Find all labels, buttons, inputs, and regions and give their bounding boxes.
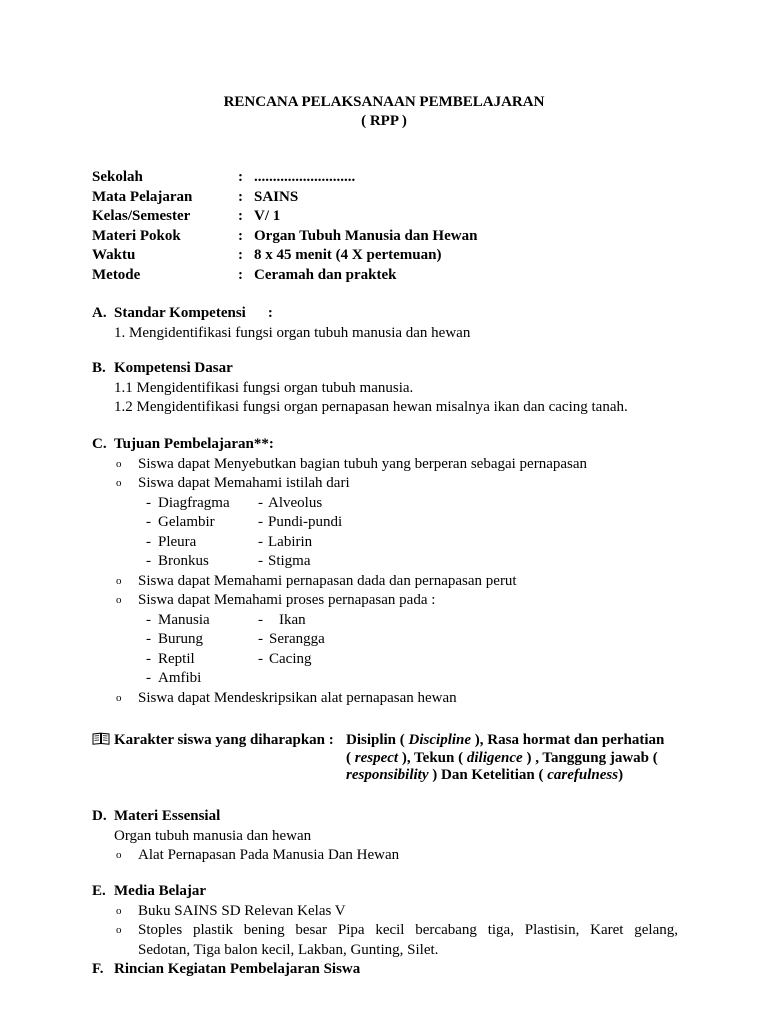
dash-icon: - xyxy=(258,494,263,511)
text-run-italic: Discipline xyxy=(408,732,472,748)
animal-left: Burung xyxy=(158,631,203,647)
info-value: SAINS xyxy=(254,188,299,205)
term-right: Stigma xyxy=(268,553,311,569)
text-run: ) , Tanggung jawab ( xyxy=(522,749,658,766)
dash-icon: - xyxy=(146,533,151,550)
bullet-icon: o xyxy=(116,477,122,489)
book-icon xyxy=(92,731,114,751)
section-letter: F. xyxy=(92,961,104,977)
list-item-text: Siswa dapat Memahami pernapasan dada dan pernapasan perut xyxy=(138,572,517,589)
karakter-line xyxy=(346,766,686,784)
section-letter: B. xyxy=(92,360,106,376)
info-colon: : xyxy=(238,266,243,283)
list-item-text: Buku SAINS SD Relevan Kelas V xyxy=(138,902,346,919)
dash-icon: - xyxy=(258,553,263,569)
info-value: ........................... xyxy=(254,169,356,185)
info-label: Materi Pokok xyxy=(92,227,181,244)
animal-row xyxy=(92,630,587,650)
info-colon: : xyxy=(238,227,243,244)
info-colon: : xyxy=(238,247,243,263)
bullet-icon: o xyxy=(116,904,122,917)
list-item-text: Siswa dapat Memahami istilah dari xyxy=(138,475,350,491)
list-item: 1.2 Mengidentifikasi fungsi organ pernapasan hewan misalnya ikan dan cacing tanah. xyxy=(114,399,628,415)
bullet-icon: o xyxy=(116,691,122,704)
karakter-title: Karakter siswa yang diharapkan : xyxy=(114,732,334,748)
dash-icon: - xyxy=(146,553,151,569)
text-run: ( xyxy=(346,749,355,766)
text-run: ), Rasa hormat dan perhatian xyxy=(471,732,665,748)
list-item xyxy=(92,591,587,611)
section-title: Materi Essensial xyxy=(114,808,221,824)
section-heading xyxy=(92,435,587,455)
dash-icon: - xyxy=(146,631,151,647)
dash-icon: - xyxy=(258,611,263,628)
dash-icon: - xyxy=(146,670,151,686)
section-rincian-kegiatan xyxy=(92,960,360,980)
info-colon: : xyxy=(238,188,243,205)
text-run: ), Tekun ( xyxy=(398,749,467,766)
list-item xyxy=(92,474,587,494)
animal-left: Amfibi xyxy=(158,670,202,686)
dash-icon: - xyxy=(258,533,263,550)
term-right: Labirin xyxy=(268,533,313,550)
term-row xyxy=(92,552,587,572)
text-run: ) Dan Ketelitian ( xyxy=(428,767,548,783)
animal-left: Manusia xyxy=(158,611,210,628)
info-row-kelas-semester xyxy=(92,207,477,227)
section-title: Kompetensi Dasar xyxy=(114,360,233,376)
info-colon: : xyxy=(238,169,243,185)
text-run: ) xyxy=(618,767,624,783)
text-run-italic: respect xyxy=(354,749,399,766)
section-letter: A. xyxy=(92,305,107,321)
bullet-icon: o xyxy=(116,594,122,606)
term-left: Bronkus xyxy=(158,553,209,569)
info-label: Waktu xyxy=(92,247,136,263)
animal-row xyxy=(92,611,587,631)
info-label: Kelas/Semester xyxy=(92,208,191,224)
identity-table xyxy=(92,168,477,285)
list-item-text: Siswa dapat Menyebutkan bagian tubuh yang berperan sebagai pernapasan xyxy=(138,455,588,472)
text-run-italic: carefulness xyxy=(547,767,619,783)
info-colon: : xyxy=(238,208,243,224)
section-title: Tujuan Pembelajaran**: xyxy=(114,436,274,452)
list-item xyxy=(92,572,587,592)
text-run-italic: diligence xyxy=(466,749,523,766)
section-heading xyxy=(92,359,628,379)
list-item: 1.1 Mengidentifikasi fungsi organ tubuh manusia. xyxy=(114,379,414,396)
karakter-line xyxy=(346,749,686,767)
info-row-mata-pelajaran xyxy=(92,188,477,208)
term-row xyxy=(92,533,587,553)
section-title: Media Belajar xyxy=(114,883,207,899)
info-row-waktu xyxy=(92,246,477,266)
info-row-sekolah xyxy=(92,168,477,188)
section-materi-essensial xyxy=(92,807,399,866)
list-item xyxy=(92,689,587,709)
animal-row xyxy=(92,650,587,670)
list-item xyxy=(92,921,678,960)
dash-icon: - xyxy=(258,650,263,667)
term-left: Diagfragma xyxy=(158,494,230,511)
section-kompetensi-dasar xyxy=(92,359,628,418)
animal-right: Serangga xyxy=(269,631,325,647)
list-item xyxy=(92,455,587,475)
dash-icon: - xyxy=(258,514,263,530)
section-title: Rincian Kegiatan Pembelajaran Siswa xyxy=(114,961,361,977)
document-title: RENCANA PELAKSANAAN PEMBELAJARAN xyxy=(223,94,545,110)
term-right: Alveolus xyxy=(268,494,323,511)
list-item xyxy=(92,902,678,922)
section-letter: E. xyxy=(92,883,106,899)
dash-icon: - xyxy=(146,650,151,667)
section-standar-kompetensi xyxy=(92,304,470,343)
section-heading xyxy=(92,960,360,980)
list-item-text: Siswa dapat Memahami proses pernapasan pada : xyxy=(138,592,436,608)
animal-right: Ikan xyxy=(279,611,306,628)
text-run-italic: responsibility xyxy=(346,767,429,783)
section-media-belajar xyxy=(92,882,678,960)
list-item: 1. Mengidentifikasi fungsi organ tubuh manusia dan hewan xyxy=(114,324,471,341)
animal-right: Cacing xyxy=(269,650,312,667)
karakter-line xyxy=(346,731,686,749)
karakter-values xyxy=(346,731,686,784)
term-left: Pleura xyxy=(158,533,197,550)
bullet-icon: o xyxy=(116,849,122,861)
dash-icon: - xyxy=(258,631,263,647)
section-letter: D. xyxy=(92,808,107,824)
info-row-metode xyxy=(92,266,477,286)
info-label: Mata Pelajaran xyxy=(92,188,193,205)
section-heading xyxy=(92,807,399,827)
section-heading xyxy=(92,882,678,902)
section-text: Organ tubuh manusia dan hewan xyxy=(114,827,312,844)
info-value: Organ Tubuh Manusia dan Hewan xyxy=(254,227,478,244)
list-item-text-line1: Stoples plastik bening besar Pipa kecil bercabang tiga, Plastisin, Karet gelang, xyxy=(138,922,678,938)
animal-left: Reptil xyxy=(158,650,195,667)
info-value: 8 x 45 menit (4 X pertemuan) xyxy=(254,247,442,263)
bullet-icon: o xyxy=(116,457,122,470)
section-colon: : xyxy=(267,305,273,321)
info-value: V/ 1 xyxy=(254,208,281,224)
term-left: Gelambir xyxy=(158,514,215,530)
info-value: Ceramah dan praktek xyxy=(254,266,397,283)
term-right: Pundi-pundi xyxy=(268,514,343,530)
info-row-materi-pokok xyxy=(92,227,477,247)
dash-icon: - xyxy=(146,611,151,628)
term-row xyxy=(92,513,587,533)
dash-icon: - xyxy=(146,494,151,511)
section-letter: C. xyxy=(92,436,107,452)
karakter-heading xyxy=(92,731,334,751)
list-item-text: Siswa dapat Mendeskripsikan alat pernapasan hewan xyxy=(138,689,457,706)
section-heading xyxy=(92,304,470,324)
bullet-icon: o xyxy=(116,574,122,587)
text-run: Disiplin ( xyxy=(346,732,409,748)
bullet-icon: o xyxy=(116,924,122,936)
section-tujuan-pembelajaran xyxy=(92,435,587,708)
term-row xyxy=(92,494,587,514)
document-subtitle: ( RPP ) xyxy=(361,113,407,129)
dash-icon: - xyxy=(146,514,151,530)
section-title: Standar Kompetensi xyxy=(114,305,246,321)
info-label: Sekolah xyxy=(92,169,143,185)
list-item-text-line2: Sedotan, Tiga balon kecil, Lakban, Gunting, Silet. xyxy=(138,941,439,958)
info-label: Metode xyxy=(92,266,141,283)
animal-row xyxy=(92,669,587,689)
list-item-text: Alat Pernapasan Pada Manusia Dan Hewan xyxy=(138,847,400,863)
list-item xyxy=(92,846,399,866)
